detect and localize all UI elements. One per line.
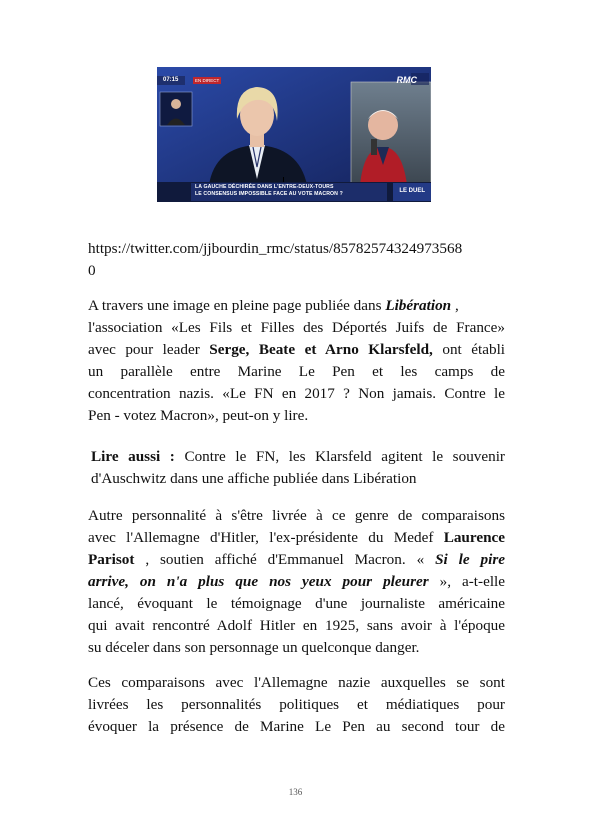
quote-part-2: arrive, on n'a plus que nos yeux pour pleurer bbox=[88, 573, 429, 590]
klarsfeld-names: Serge, Beate et Arno Klarsfeld, bbox=[209, 341, 433, 358]
p3-text: , soutien affiché d'Emmanuel Macron. « bbox=[134, 551, 436, 568]
p3-text: », a-t-elle bbox=[428, 573, 505, 590]
paragraph-4 bbox=[88, 672, 505, 738]
tv-banner-line-1: LA GAUCHE DÉCHIRÉE DANS L'ENTRE-DEUX-TOURS bbox=[195, 184, 334, 190]
p2-line-2[interactable]: d'Auschwitz dans une affiche publiée dans Libération bbox=[91, 470, 417, 487]
p1-line-4: un parallèle entre Marine Le Pen et les camps de bbox=[88, 363, 505, 380]
tv-time-label: 07:15 bbox=[163, 77, 179, 83]
p1-line-1 bbox=[88, 295, 505, 317]
tv-channel-logo: RMC bbox=[396, 75, 417, 85]
p3-line-1: Autre personnalité à s'être livrée à ce genre de comparaisons bbox=[88, 507, 505, 524]
tv-scene-graphic bbox=[157, 67, 431, 202]
p1-text: , bbox=[451, 297, 459, 314]
p4-line-2: livrées les personnalités politiques et médiatiques pour bbox=[88, 696, 505, 713]
p1-line-5: concentration nazis. «Le FN en 2017 ? Non jamais. Contre le bbox=[88, 385, 505, 402]
p1-text: avec pour leader bbox=[88, 341, 210, 358]
p3-text: avec l'Allemagne d'Hitler, l'ex-présidente du Medef bbox=[88, 529, 444, 546]
paragraph-2-read-also bbox=[91, 446, 505, 490]
p1-line-2: l'association «Les Fils et Filles des Déportés Juifs de France» bbox=[88, 319, 505, 336]
liberation-emphasis: Libération bbox=[385, 297, 452, 314]
p1-text: A travers une image en pleine page publiée dans bbox=[88, 297, 386, 314]
parisot-name: Parisot bbox=[88, 551, 135, 568]
p3-line-6: qui avait rencontré Adolf Hitler en 1925, sans avoir à l'époque bbox=[88, 617, 505, 634]
laurence-name: Laurence bbox=[443, 529, 505, 546]
p4-line-3: évoquer la présence de Marine Le Pen au second tour de bbox=[88, 718, 505, 735]
p1-line-6: Pen - votez Macron», peut-on y lire. bbox=[88, 407, 309, 424]
source-url-line-1[interactable]: https://twitter.com/jjbourdin_rmc/status/85782574324973568 bbox=[88, 240, 463, 257]
read-also-label: Lire aussi : bbox=[91, 448, 175, 465]
tv-live-badge: EN DIRECT bbox=[195, 78, 220, 83]
page-number: 136 bbox=[288, 787, 303, 797]
p2-line-1 bbox=[91, 446, 505, 468]
p3-line-5: lancé, évoquant le témoignage d'une journaliste américaine bbox=[88, 595, 505, 612]
tv-segment-label: LE DUEL bbox=[399, 188, 425, 194]
p3-line-3 bbox=[88, 549, 505, 571]
paragraph-3 bbox=[88, 505, 505, 659]
source-url[interactable] bbox=[88, 238, 505, 282]
quote-part-1: Si le pire bbox=[435, 551, 505, 568]
paragraph-1 bbox=[88, 295, 505, 427]
p1-text: ont établi bbox=[432, 341, 506, 358]
p1-line-3 bbox=[88, 339, 505, 361]
p3-line-7: su déceler dans son personnage un quelconque danger. bbox=[88, 639, 420, 656]
p3-line-2 bbox=[88, 527, 505, 549]
tv-banner-line-2: LE CONSENSUS IMPOSSIBLE FACE AU VOTE MACRON ? bbox=[195, 191, 343, 197]
source-url-line-2[interactable]: 0 bbox=[88, 262, 96, 279]
read-also-link[interactable]: Contre le FN, les Klarsfeld agitent le souvenir bbox=[174, 448, 505, 465]
tv-screenshot-image bbox=[157, 67, 431, 202]
p3-line-4 bbox=[88, 571, 505, 593]
p4-line-1: Ces comparaisons avec l'Allemagne nazie auxquelles se sont bbox=[88, 674, 505, 691]
